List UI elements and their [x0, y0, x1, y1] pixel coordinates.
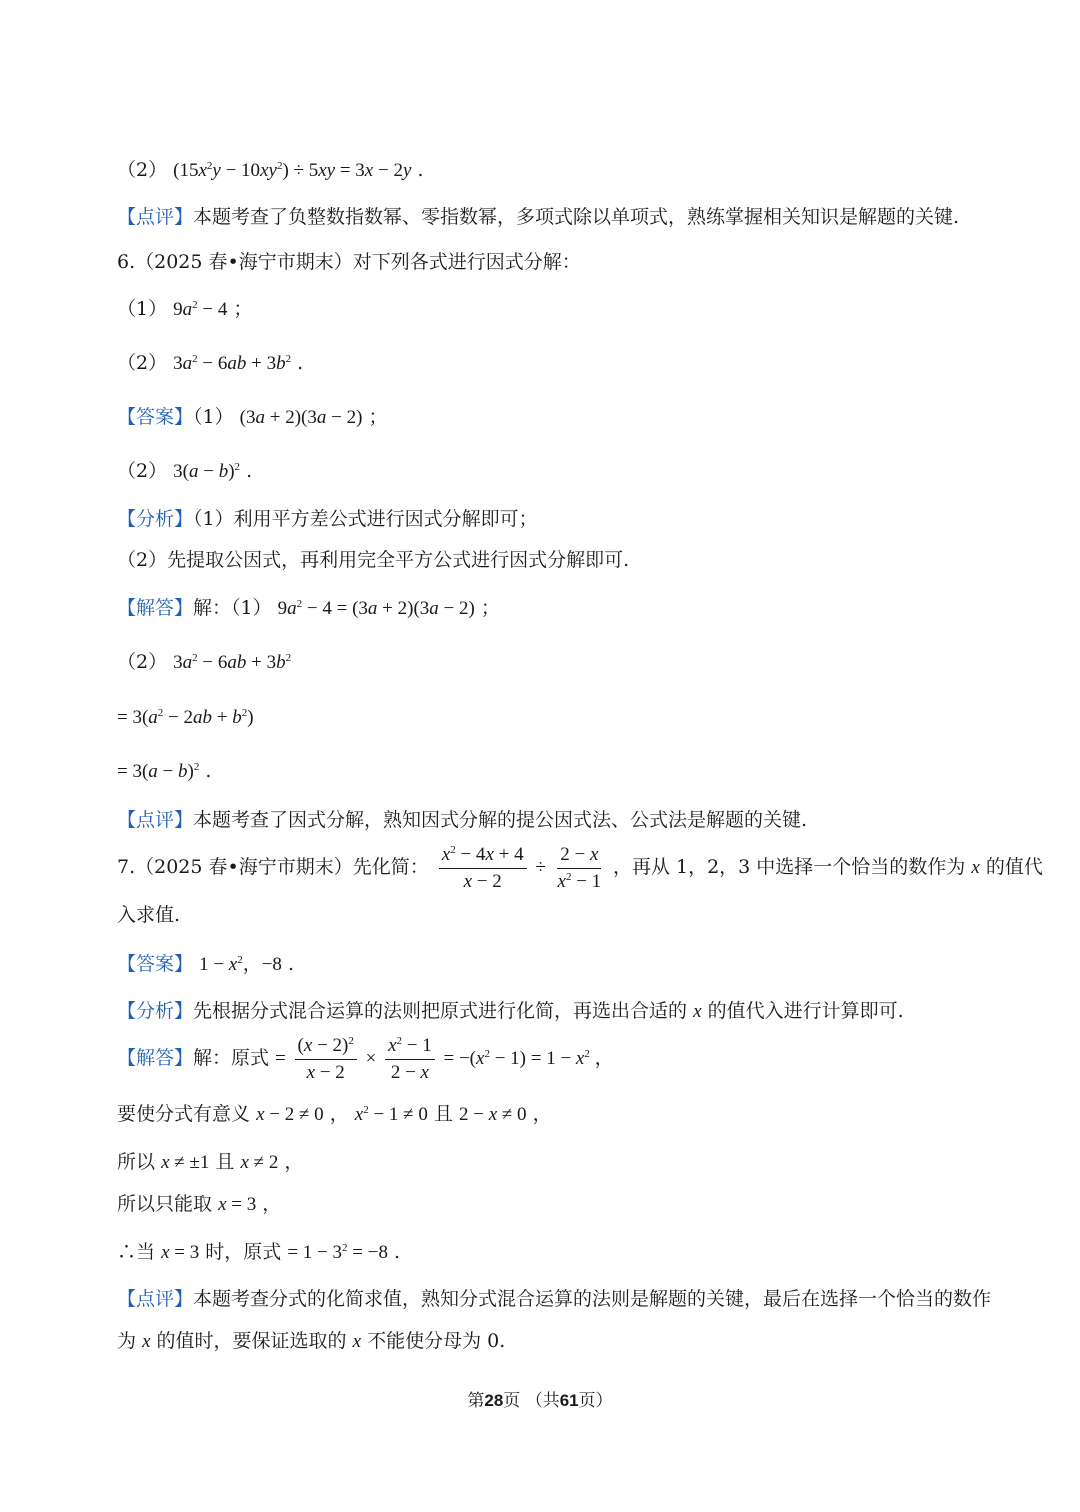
solution-7-line4: 所以只能取 x = 3 ， — [117, 1193, 282, 1215]
solution-7-line2: 要使分式有意义 x − 2 ≠ 0 ， $x^2 - 1 \ne 0$ 且 2 − x ≠ 0 ， — [117, 1103, 552, 1125]
answer-tag: 【答案】 — [117, 953, 194, 975]
analysis-tag: 【分析】 — [117, 1000, 194, 1022]
analysis-6-line2: （2）先提取公因式，再利用完全平方公式进行因式分解即可. — [117, 549, 630, 571]
solution-7-line3: 所以 x ≠ ±1 且 x ≠ 2 ， — [117, 1151, 304, 1173]
page-number: 28 — [484, 1391, 504, 1410]
analysis-6-line1: 【分析】（1）利用平方差公式进行因式分解即可； — [117, 508, 538, 530]
answer-tag: 【答案】 — [117, 406, 194, 428]
fraction-expression: $\frac{x^2 - 4x + 4}{x - 2}$ ÷ $\frac{2 - x}{x^2 - 1}$ — [435, 857, 613, 878]
equation: $1 - x^2$，−8 — [199, 954, 282, 975]
answer-6-part1: 【答案】（1） (3a + 2)(3a − 2) ； — [117, 406, 388, 428]
comment-tag: 【点评】 — [117, 809, 194, 831]
equation: = $3(a^2 - 2ab + b^2)$ — [117, 707, 254, 728]
analysis-7: 【分析】先根据分式混合运算的法则把原式进行化简，再选出合适的 x 的值代入进行计算即可. — [117, 1000, 904, 1022]
part-label: （2） — [117, 159, 168, 181]
solution-6-line3 — [117, 703, 254, 732]
comment-tag: 【点评】 — [117, 206, 194, 228]
solution-tag: 【解答】 — [117, 597, 194, 619]
equation: $3a^2 - 6ab + 3b^2$ — [173, 353, 292, 374]
fraction-expression: = $\frac{(x - 2)^2}{x - 2}$ × $\frac{x^2 - 1}{2 - x}$ = $-(x^2 - 1) = 1 - x^2$ — [275, 1035, 590, 1084]
solution-tag: 【解答】 — [117, 1047, 194, 1069]
analysis-tag: 【分析】 — [117, 508, 194, 530]
solution-6-line2: （2） $3a^2 - 6ab + 3b^2$ — [117, 651, 292, 673]
question-6-part1: （1） $9a^2 - 4$ ； — [117, 298, 253, 320]
equation: $3(a - b)^2$ — [173, 461, 241, 482]
equation: $3a^2 - 6ab + 3b^2$ — [173, 652, 292, 673]
page-total: 61 — [559, 1391, 579, 1410]
solution-6-line4: = $3(a - b)^2$ . — [117, 760, 212, 782]
solution-6-line1: 【解答】解：（1） $9a^2 - 4 = (3a + 2)(3a - 2)$ ； — [117, 597, 500, 619]
solution-7-line1: 【解答】解：原式 = $\frac{(x - 2)^2}{x - 2}$ × $\frac{x^2 - 1}{2 - x}$ = $-(x^2 - 1) = 1 - x^2$ ， — [117, 1035, 614, 1084]
question-6-part2: （2） $3a^2 - 6ab + 3b^2$ . — [117, 352, 304, 374]
comment-line: 【点评】本题考查了负整数指数幂、零指数幂，多项式除以单项式，熟练掌握相关知识是解题的关键. — [117, 206, 960, 228]
equation: = $3(a - b)^2$ — [117, 761, 200, 782]
answer-6-part2: （2） $3(a - b)^2$ . — [117, 460, 253, 482]
question-6-title: 6.（2025 春•海宁市期末）对下列各式进行因式分解： — [117, 251, 581, 273]
question-7-title: 7.（2025 春•海宁市期末）先化简： $\frac{x^2 - 4x + 4}{x - 2}$ ÷ $\frac{2 - x}{x^2 - 1}$ ，再从 1，2，3 中选择一个恰当的数作为 x 的值代 — [117, 844, 1043, 893]
comment-7-line1: 【点评】本题考查分式的化简求值，熟知分式混合运算的法则是解题的关键，最后在选择一个恰当的数作 — [117, 1288, 992, 1310]
question-7-line2: 入求值. — [117, 904, 181, 926]
comment-7-line2: 为 x 的值时，要保证选取的 x 不能使分母为 0. — [117, 1330, 506, 1352]
page-footer: 第28页 （共61页） — [467, 1391, 613, 1411]
equation: $9a^2 - 4 = (3a + 2)(3a - 2)$ — [277, 598, 475, 619]
equation: $9a^2 - 4$ — [173, 299, 228, 320]
comment-6: 【点评】本题考查了因式分解，熟知因式分解的提公因式法、公式法是解题的关键. — [117, 809, 808, 831]
comment-tag: 【点评】 — [117, 1288, 194, 1310]
answer-7: 【答案】 $1 - x^2$，−8 . — [117, 953, 295, 975]
equation: (3a + 2)(3a − 2) — [239, 407, 363, 428]
solution-7-line5: ∴当 x = 3 时，原式 = $1 - 3^2 = -8$ . — [117, 1241, 401, 1263]
equation: $(15x^2y - 10xy^2) \div 5xy = 3x - 2y$ — [173, 160, 412, 181]
part2-answer-line: （2） $(15x^2y - 10xy^2) \div 5xy = 3x - 2y$ . — [117, 159, 424, 181]
